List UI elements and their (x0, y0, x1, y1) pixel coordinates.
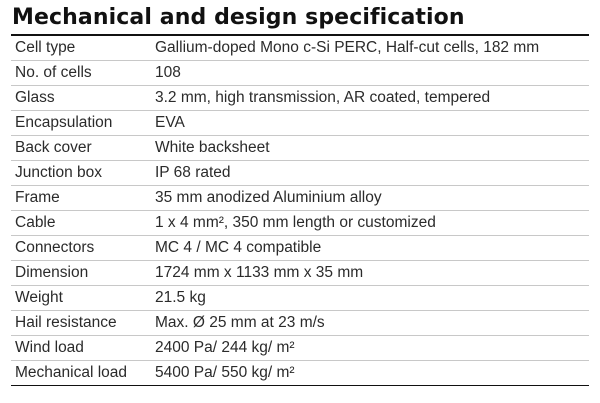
spec-row-connectors (11, 236, 589, 261)
spec-row-glass (11, 86, 589, 111)
spec-value: 108 (155, 64, 181, 81)
spec-label: Connectors (15, 239, 95, 256)
spec-label: Cable (15, 214, 56, 231)
spec-row-frame (11, 186, 589, 211)
spec-label: Cell type (15, 39, 76, 56)
spec-value: 1724 mm x 1133 mm x 35 mm (155, 264, 364, 281)
spec-label: Back cover (15, 139, 92, 156)
page-title: Mechanical and design specification (12, 5, 465, 30)
spec-value: 21.5 kg (155, 289, 206, 306)
spec-value: 3.2 mm, high transmission, AR coated, tempered (155, 89, 491, 106)
spec-value: White backsheet (155, 139, 270, 156)
spec-value: 2400 Pa/ 244 kg/ m² (155, 339, 295, 356)
spec-table (11, 36, 589, 386)
spec-row-junction-box (11, 161, 589, 186)
spec-row-no-of-cells (11, 61, 589, 86)
spec-label: Frame (15, 189, 60, 206)
spec-label: Glass (15, 89, 55, 106)
spec-value: Gallium-doped Mono c-Si PERC, Half-cut cells, 182 mm (155, 39, 540, 56)
spec-value: MC 4 / MC 4 compatible (155, 239, 322, 256)
spec-row-encapsulation (11, 111, 589, 136)
spec-row-hail-resistance (11, 311, 589, 336)
spec-label: Encapsulation (15, 114, 113, 131)
spec-label: Dimension (15, 264, 89, 281)
spec-row-back-cover (11, 136, 589, 161)
spec-label: Junction box (15, 164, 103, 181)
spec-label: No. of cells (15, 64, 92, 81)
spec-row-weight (11, 286, 589, 311)
spec-row-mechanical-load (11, 361, 589, 386)
spec-value: 35 mm anodized Aluminium alloy (155, 189, 382, 206)
spec-label: Mechanical load (15, 364, 128, 381)
spec-label: Weight (15, 289, 63, 306)
spec-value: Max. Ø 25 mm at 23 m/s (155, 314, 325, 331)
spec-row-dimension (11, 261, 589, 286)
spec-label: Hail resistance (15, 314, 117, 331)
spec-row-cable (11, 211, 589, 236)
spec-value: 1 x 4 mm², 350 mm length or customized (155, 214, 436, 231)
spec-label: Wind load (15, 339, 84, 356)
spec-value: EVA (155, 114, 185, 131)
spec-value: IP 68 rated (155, 164, 231, 181)
spec-row-cell-type (11, 36, 589, 61)
spec-row-wind-load (11, 336, 589, 361)
spec-value: 5400 Pa/ 550 kg/ m² (155, 364, 295, 381)
